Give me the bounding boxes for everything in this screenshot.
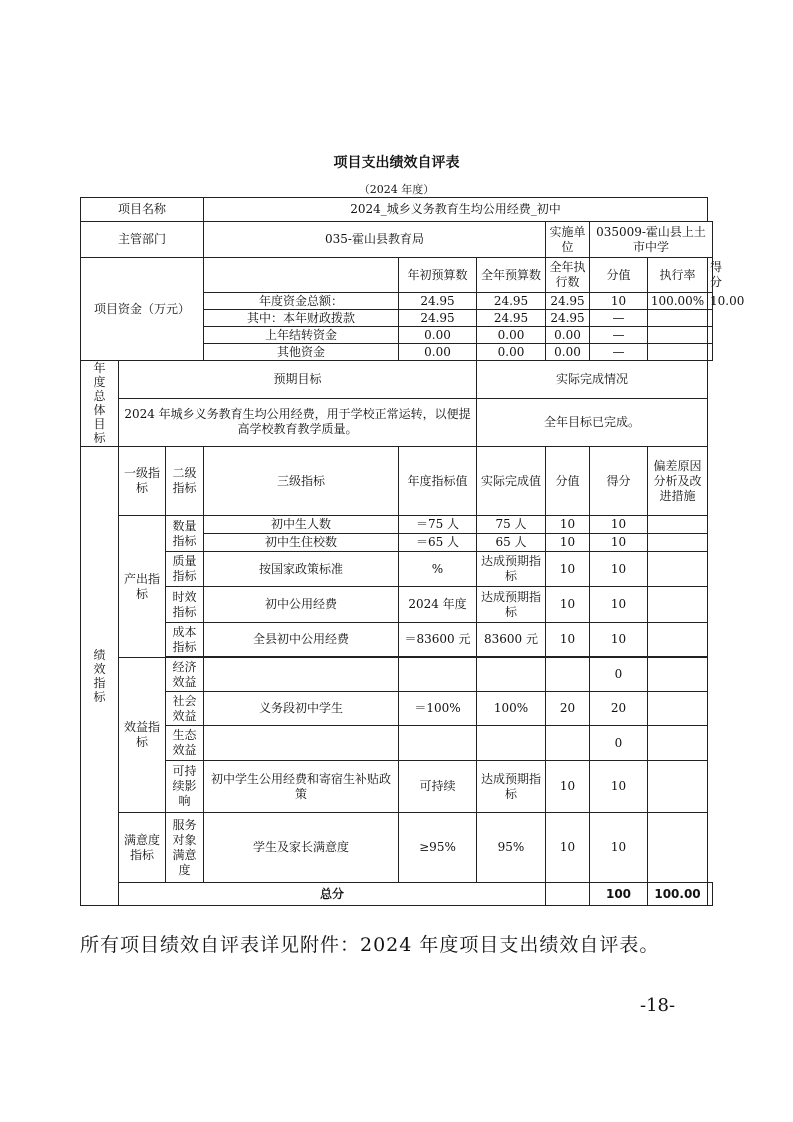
ind-l2: 时效指标 [166,587,204,623]
total-got: 100.00 [648,883,708,906]
total-label: 总分 [119,883,546,906]
ind-header-l2: 二级指标 [166,447,204,516]
ind-header-got: 得分 [590,447,648,516]
indicators-label: 绩效指标 [81,447,119,906]
ind-header-target: 年度指标值 [399,447,477,516]
indicator-row: 产出指标 数量指标 初中生人数 ＝75 人 75 人 10 10 [81,516,713,534]
funds-header: 全年执行数 [546,258,590,293]
funds-header: 得分 [708,258,713,293]
ind-header-l1: 一级指标 [119,447,166,516]
ind-l1: 效益指标 [119,658,166,813]
project-name-value: 2024_城乡义务教育生均公用经费_初中 [204,198,708,222]
ind-header-l3: 三级指标 [204,447,399,516]
actual-result-header: 实际完成情况 [477,361,708,399]
funds-header: 全年预算数 [477,258,546,293]
funds-row: 年度资金总额： 24.95 24.95 24.95 10 100.00% 10.00 [81,293,713,310]
indicator-row: 效益指标 经济效益 0 [81,658,713,692]
indicator-row: 满意度指标 服务对象满意度 学生及家长满意度 ≥95% 95% 10 10 [81,813,713,883]
dept-value: 035-霍山县教育局 [204,222,546,258]
indicator-row: 社会效益 义务段初中学生 ＝100% 100% 20 20 [81,692,713,726]
ind-l2: 质量指标 [166,552,204,587]
footer-note: 所有项目绩效自评表详见附件：2024 年度项目支出绩效自评表。 [80,934,660,956]
ind-header-reason: 偏差原因分析及改进措施 [648,447,708,516]
indicator-row: 生态效益 0 [81,726,713,761]
project-name-label: 项目名称 [81,198,204,222]
page-title: 项目支出绩效自评表 [333,155,460,171]
unit-label: 实施单位 [546,222,590,258]
funds-row: 上年结转资金 0.00 0.00 0.00 — [81,327,713,344]
funds-header: 分值 [590,258,648,293]
expected-goal-header: 预期目标 [119,361,477,399]
ind-l2: 成本指标 [166,623,204,657]
total-row [81,883,713,906]
ind-l2: 经济效益 [166,658,204,692]
funds-header: 执行率 [648,258,708,293]
self-evaluation-table [80,197,745,906]
ind-l2: 可持续影响 [166,761,204,813]
indicator-row: 成本指标 全县初中公用经费 ＝83600 元 83600 元 10 10 [81,623,713,657]
overall-goal-label: 年度总体目标 [81,361,119,447]
ind-header-actual: 实际完成值 [477,447,546,516]
funds-header: 年初预算数 [399,258,477,293]
funds-label: 项目资金（万元） [81,258,204,361]
page-number: -18- [640,995,676,1016]
expected-goal-text: 2024 年城乡义务教育生均公用经费，用于学校正常运转，以便提高学校教育教学质量。 [119,398,477,446]
unit-value: 035009-霍山县上土市中学 [590,222,713,258]
indicator-row: 质量指标 按国家政策标准 % 达成预期指标 10 10 [81,552,713,587]
indicator-row: 可持续影响 初中学生公用经费和寄宿生补贴政策 可持续 达成预期指标 10 10 [81,761,713,813]
ind-l2: 社会效益 [166,692,204,726]
funds-row: 其中：本年财政拨款 24.95 24.95 24.95 — [81,310,713,327]
indicator-row: 初中生住校数 ＝65 人 65 人 10 10 [81,534,713,552]
ind-l2: 生态效益 [166,726,204,761]
funds-row: 其他资金 0.00 0.00 0.00 — [81,344,713,361]
year-note: （2024 年度） [358,183,435,196]
dept-label: 主管部门 [81,222,204,258]
ind-header-score: 分值 [546,447,590,516]
actual-result-text: 全年目标已完成。 [477,398,708,446]
total-score: 100 [590,883,648,906]
indicator-row: 时效指标 初中公用经费 2024 年度 达成预期指标 10 10 [81,587,713,623]
ind-l2: 服务对象满意度 [166,813,204,883]
ind-l2: 数量指标 [166,516,204,552]
ind-l1: 产出指标 [119,516,166,658]
ind-l1: 满意度指标 [119,813,166,883]
